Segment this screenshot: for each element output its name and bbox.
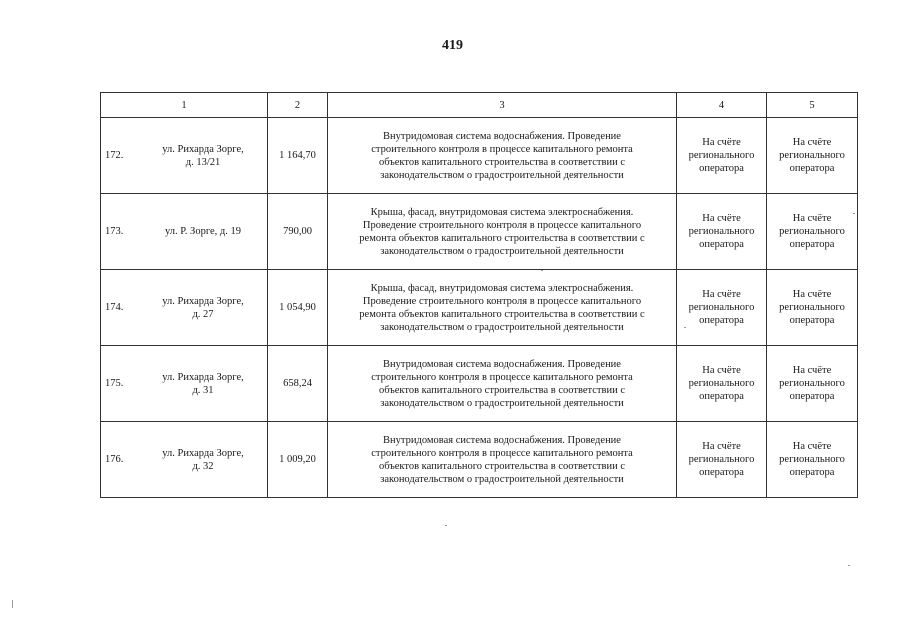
address bbox=[143, 447, 263, 473]
operator-line: оператора bbox=[699, 391, 744, 402]
scan-speck bbox=[445, 525, 447, 526]
works-line: ремонта объектов капитального строительства в соответствии с bbox=[359, 308, 645, 320]
area-cell: 790,00 bbox=[268, 194, 328, 270]
works-line: законодательством о градостроительной деятельности bbox=[380, 397, 624, 409]
column-header-3: 3 bbox=[328, 93, 677, 118]
area-cell: 1 164,70 bbox=[268, 118, 328, 194]
operator-line: оператора bbox=[699, 163, 744, 174]
works-line: законодательством о градостроительной деятельности bbox=[380, 321, 624, 333]
account-holder-cell bbox=[767, 118, 858, 194]
works-line: Проведение строительного контроля в процессе капитального bbox=[362, 295, 642, 307]
table-row bbox=[101, 118, 858, 194]
operator-line: На счёте bbox=[702, 441, 741, 452]
operator-line: оператора bbox=[789, 467, 835, 478]
operator-line: регионального bbox=[688, 378, 755, 389]
operator-line: оператора bbox=[699, 467, 744, 478]
address-line: д. 13/21 bbox=[185, 156, 221, 168]
address-line: ул. Рихарда Зорге, bbox=[162, 295, 244, 307]
column-header-2: 2 bbox=[268, 93, 328, 118]
operator-line: На счёте bbox=[702, 365, 741, 376]
row-number: 172. bbox=[105, 150, 124, 161]
operator-line: регионального bbox=[779, 454, 845, 465]
address bbox=[143, 143, 263, 169]
works-line: Внутридомовая система водоснабжения. Проведение bbox=[383, 358, 621, 370]
row-number: 173. bbox=[105, 226, 124, 237]
table-header-row bbox=[101, 93, 858, 118]
operator-line: оператора bbox=[789, 239, 835, 250]
operator-line: На счёте bbox=[792, 289, 832, 300]
operator-line: На счёте bbox=[702, 289, 741, 300]
operator-line: оператора bbox=[699, 239, 744, 250]
address-cell bbox=[101, 118, 268, 194]
column-header-5: 5 bbox=[767, 93, 858, 118]
works-line: законодательством о градостроительной деятельности bbox=[380, 169, 624, 181]
works-line: объектов капитального строительства в соответствии с bbox=[379, 384, 625, 396]
works-line: законодательством о градостроительной деятельности bbox=[380, 473, 624, 485]
works-line: объектов капитального строительства в соответствии с bbox=[379, 460, 625, 472]
operator-line: регионального bbox=[688, 226, 755, 237]
works-line: объектов капитального строительства в соответствии с bbox=[379, 156, 625, 168]
address-line: д. 32 bbox=[192, 460, 214, 472]
works-line: Крыша, фасад, внутридомовая система электроснабжения. bbox=[370, 206, 634, 218]
operator-line: На счёте bbox=[702, 137, 741, 148]
works-description-cell bbox=[328, 194, 677, 270]
operator-line: На счёте bbox=[702, 213, 741, 224]
area-cell: 658,24 bbox=[268, 346, 328, 422]
operator-line: оператора bbox=[789, 163, 835, 174]
address bbox=[143, 225, 263, 238]
works-description-cell bbox=[328, 346, 677, 422]
table-row bbox=[101, 270, 858, 346]
operator-line: регионального bbox=[688, 454, 755, 465]
address-line: ул. Р. Зорге, д. 19 bbox=[165, 226, 241, 237]
works-line: строительного контроля в процессе капитального ремонта bbox=[371, 447, 633, 459]
address bbox=[143, 371, 263, 397]
scan-speck bbox=[541, 270, 543, 271]
scan-speck bbox=[853, 213, 855, 214]
scan-speck bbox=[848, 565, 850, 566]
operator-line: На счёте bbox=[792, 365, 832, 376]
operator-line: регионального bbox=[688, 302, 755, 313]
operator-line: На счёте bbox=[792, 441, 832, 452]
works-line: Внутридомовая система водоснабжения. Проведение bbox=[383, 130, 621, 142]
scan-speck bbox=[684, 327, 686, 328]
operator-line: регионального bbox=[779, 150, 845, 161]
works-line: ремонта объектов капитального строительства в соответствии с bbox=[359, 232, 645, 244]
account-holder-cell bbox=[767, 346, 858, 422]
operator-line: регионального bbox=[779, 378, 845, 389]
address-cell bbox=[101, 270, 268, 346]
area-cell: 1 009,20 bbox=[268, 422, 328, 498]
funding-source-cell bbox=[677, 270, 767, 346]
operator-line: На счёте bbox=[792, 137, 832, 148]
operator-line: оператора bbox=[789, 391, 835, 402]
address-line: д. 31 bbox=[192, 384, 214, 396]
works-line: строительного контроля в процессе капитального ремонта bbox=[371, 143, 633, 155]
table-row bbox=[101, 346, 858, 422]
scan-speck bbox=[12, 600, 13, 608]
address-cell bbox=[101, 346, 268, 422]
address-line: ул. Рихарда Зорге, bbox=[162, 143, 244, 155]
address-line: ул. Рихарда Зорге, bbox=[162, 447, 244, 459]
column-header-4: 4 bbox=[677, 93, 767, 118]
repair-works-table bbox=[100, 92, 858, 498]
account-holder-cell bbox=[767, 194, 858, 270]
funding-source-cell bbox=[677, 118, 767, 194]
area-cell: 1 054,90 bbox=[268, 270, 328, 346]
address-line: д. 27 bbox=[192, 308, 214, 320]
operator-line: регионального bbox=[688, 150, 755, 161]
works-line: Проведение строительного контроля в процессе капитального bbox=[362, 219, 642, 231]
works-line: законодательством о градостроительной деятельности bbox=[380, 245, 624, 257]
table-row bbox=[101, 422, 858, 498]
column-header-1: 1 bbox=[101, 93, 268, 118]
address-cell bbox=[101, 194, 268, 270]
works-description-cell bbox=[328, 118, 677, 194]
operator-line: регионального bbox=[779, 302, 845, 313]
operator-line: регионального bbox=[779, 226, 845, 237]
address-cell bbox=[101, 422, 268, 498]
works-line: Крыша, фасад, внутридомовая система электроснабжения. bbox=[370, 282, 634, 294]
operator-line: оператора bbox=[699, 315, 744, 326]
row-number: 174. bbox=[105, 302, 124, 313]
works-description-cell bbox=[328, 270, 677, 346]
operator-line: оператора bbox=[789, 315, 835, 326]
funding-source-cell bbox=[677, 194, 767, 270]
account-holder-cell bbox=[767, 422, 858, 498]
account-holder-cell bbox=[767, 270, 858, 346]
works-line: Внутридомовая система водоснабжения. Проведение bbox=[383, 434, 621, 446]
table-row bbox=[101, 194, 858, 270]
address bbox=[143, 295, 263, 321]
works-description-cell bbox=[328, 422, 677, 498]
works-line: строительного контроля в процессе капитального ремонта bbox=[371, 371, 633, 383]
funding-source-cell bbox=[677, 422, 767, 498]
row-number: 176. bbox=[105, 454, 124, 465]
address-line: ул. Рихарда Зорге, bbox=[162, 371, 244, 383]
row-number: 175. bbox=[105, 378, 124, 389]
operator-line: На счёте bbox=[792, 213, 832, 224]
funding-source-cell bbox=[677, 346, 767, 422]
page-number: 419 bbox=[442, 38, 463, 53]
